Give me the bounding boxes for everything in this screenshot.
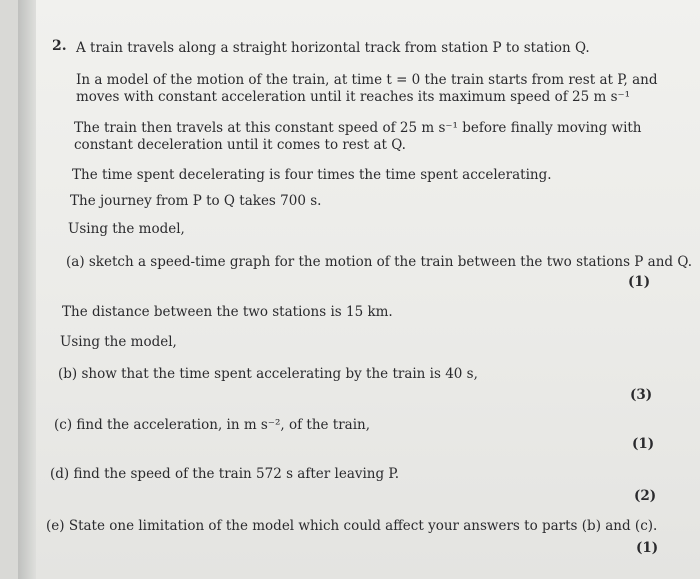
model-line-2: moves with constant acceleration until it reaches its maximum speed of 25 m s⁻¹ <box>76 89 631 105</box>
question-number: 2. <box>52 38 67 54</box>
part-e-marks: (1) <box>636 540 659 556</box>
part-b-marks: (3) <box>630 387 653 403</box>
using-model-label-2: Using the model, <box>60 334 177 350</box>
part-d-text: (d) find the speed of the train 572 s after leaving P. <box>50 466 400 482</box>
time-statement: The time spent decelerating is four times the time spent accelerating. <box>72 167 552 183</box>
part-a-marks: (1) <box>628 274 651 290</box>
question-intro: A train travels along a straight horizontal track from station P to station Q. <box>76 40 590 56</box>
journey-statement: The journey from P to Q takes 700 s. <box>70 193 322 209</box>
part-b-text: (b) show that the time spent accelerating by the train is 40 s, <box>58 366 478 382</box>
constant-speed-line-2: constant deceleration until it comes to rest at Q. <box>74 137 406 153</box>
page-edge <box>18 0 36 579</box>
part-c-text: (c) find the acceleration, in m s⁻², of the train, <box>54 417 371 433</box>
part-e-text: (e) State one limitation of the model which could affect your answers to parts (b) and (c). <box>46 518 658 534</box>
part-d-marks: (2) <box>634 488 657 504</box>
constant-speed-line-1: The train then travels at this constant speed of 25 m s⁻¹ before finally moving with <box>74 120 642 136</box>
part-a-text: (a) sketch a speed-time graph for the motion of the train between the two stations P and Q. <box>66 254 693 270</box>
part-c-marks: (1) <box>632 436 655 452</box>
distance-statement: The distance between the two stations is 15 km. <box>62 304 393 320</box>
model-line-1: In a model of the motion of the train, at time t = 0 the train starts from rest at P, and <box>76 72 658 88</box>
using-model-label-1: Using the model, <box>68 221 185 237</box>
